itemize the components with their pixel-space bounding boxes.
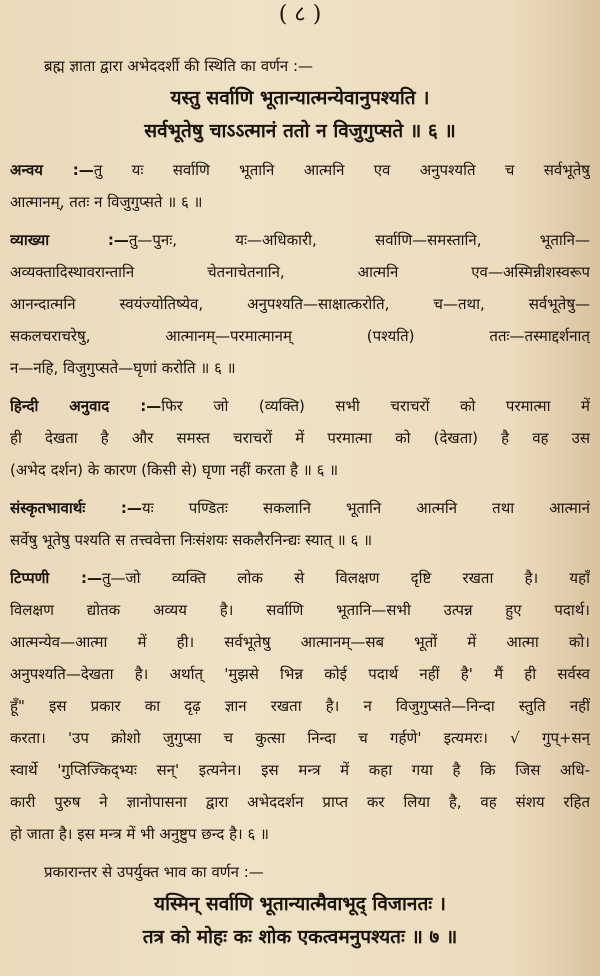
tippani-paragraph — [10, 562, 590, 850]
vyakhya-label: व्याख्या :— — [10, 231, 129, 249]
hindi-anuvad-text: फिर जो (व्यक्ति) सभी चराचरों को परमात्मा में — [161, 397, 590, 415]
vyakhya-text: तु—पुनः, यः—अधिकारी, सर्वाणि—समस्तानि, भूतानि— — [128, 231, 590, 249]
hindi-anuvad-paragraph — [10, 390, 590, 486]
vyakhya-paragraph — [10, 224, 590, 384]
anvaya-text: आत्मानम्, ततः न विजुगुप्सते ॥ ६ ॥ — [10, 193, 203, 211]
verse-line: यस्मिन् सर्वाणि भूतान्यात्मैवाभूद् विजानतः । — [154, 893, 446, 915]
tippani-text: स्वार्थे 'गुप्तिज्किद्भ्यः सन्' इत्यनेन। इस मन्त्र में कहा गया है कि जिस अधि- — [10, 761, 590, 779]
verse-line: तत्र को मोहः कः शोक एकत्वमनुपश्यतः ॥ ७ ॥ — [142, 926, 458, 948]
section-heading: प्रकारान्तर से उपर्युक्त भाव का वर्णन :— — [44, 863, 264, 881]
anvaya-label: अन्वय :— — [10, 161, 94, 179]
verse-7 — [10, 888, 590, 954]
tippani-text: विलक्षण द्योतक अव्यय है। सर्वाणि भूतानि—सभी उत्पन्न हुए पदार्थ। — [10, 601, 590, 619]
anvaya-paragraph — [10, 154, 590, 218]
sanskrit-bhavarth-text: सर्वेषु भूतेषु पश्यति स तत्त्ववेत्ता निःसंशयः सकलैरनिन्द्यः स्यात् ॥ ६ ॥ — [10, 531, 373, 549]
verse-line: यस्तु सर्वाणि भूतान्यात्मन्येवानुपश्यति । — [170, 87, 430, 109]
tippani-label: टिप्पणी :— — [10, 569, 102, 587]
hindi-anuvad-text: (अभेद दर्शन) के कारण (किसी से) घृणा नहीं करता है ॥ ६ ॥ — [10, 461, 339, 479]
vyakhya-text: न—नहि, विजुगुप्सते—घृणां करोति ॥ ६ ॥ — [10, 359, 236, 377]
verse-6 — [10, 82, 590, 148]
anvaya-text: तु यः सर्वाणि भूतानि आत्मनि एव अनुपश्यति च सर्वभूतेषु — [93, 161, 590, 179]
vyakhya-text: अव्यक्तादिस्थावरान्तानि चेतनाचेतनानि, आत्मनि एव—अस्मिन्नीशस्वरूप — [10, 263, 590, 281]
hindi-anuvad-label: हिन्दी अनुवाद :— — [10, 397, 162, 415]
hindi-anuvad-text: ही देखता है और समस्त चराचरों में परमात्मा को (देखता) है वह उस — [10, 429, 590, 447]
tippani-text: आत्मन्येव—आत्मा में ही। सर्वभूतेषु आत्मानम्—सब भूतों में आत्मा को। — [10, 633, 590, 651]
tippani-text: हूँ" इस प्रकार का दृढ़ ज्ञान रखता है। न विजुगुप्सते—निन्दा स्तुति नहीं — [10, 697, 590, 715]
page-body — [10, 50, 590, 954]
verse-line: सर्वभूतेषु चाऽऽत्मानं ततो न विजुगुप्सते ॥ ६ ॥ — [144, 120, 456, 142]
page-number: ( ८ ) — [278, 2, 322, 27]
vyakhya-text: आनन्दात्मनि स्वयंज्योतिष्येव, अनुपश्यति—साक्षात्करोति, च—तथा, सर्वभूतेषु— — [10, 295, 590, 313]
sanskrit-bhavarth-paragraph — [10, 492, 590, 556]
tippani-text: करता। 'उप क्रोशो जुगुप्सा च कुत्सा निन्दा च गर्हणे' इत्यमरः। √ गुप्+सन् — [10, 729, 590, 747]
tippani-text: कारी पुरुष ने ज्ञानोपासना द्वारा अभेददर्शन प्राप्त कर लिया है, वह संशय रहित — [10, 793, 590, 811]
tippani-text: तु—जो व्यक्ति लोक से विलक्षण दृष्टि रखता है। यहाँ — [102, 569, 590, 587]
sanskrit-bhavarth-label: संस्कृतभावार्थः :— — [10, 499, 142, 517]
sanskrit-bhavarth-text: यः पण्डितः सकलानि भूतानि आत्मनि तथा आत्मानं — [141, 499, 590, 517]
tippani-text: हो जाता है। इस मन्त्र में भी अनुष्टुप छन्द है। ६ ॥ — [10, 825, 270, 843]
tippani-text: अनुपश्यति—देखता है। अर्थात् 'मुझसे भिन्न कोई पदार्थ नहीं है' मैं ही सर्वस्व — [10, 665, 590, 683]
section-heading: ब्रह्म ज्ञाता द्वारा अभेददर्शी की स्थिति का वर्णन :— — [44, 57, 314, 75]
vyakhya-text: सकलचराचरेषु, आत्मानम्—परमात्मानम् (पश्यति) ततः—तस्माद्दर्शनात् — [10, 327, 590, 345]
